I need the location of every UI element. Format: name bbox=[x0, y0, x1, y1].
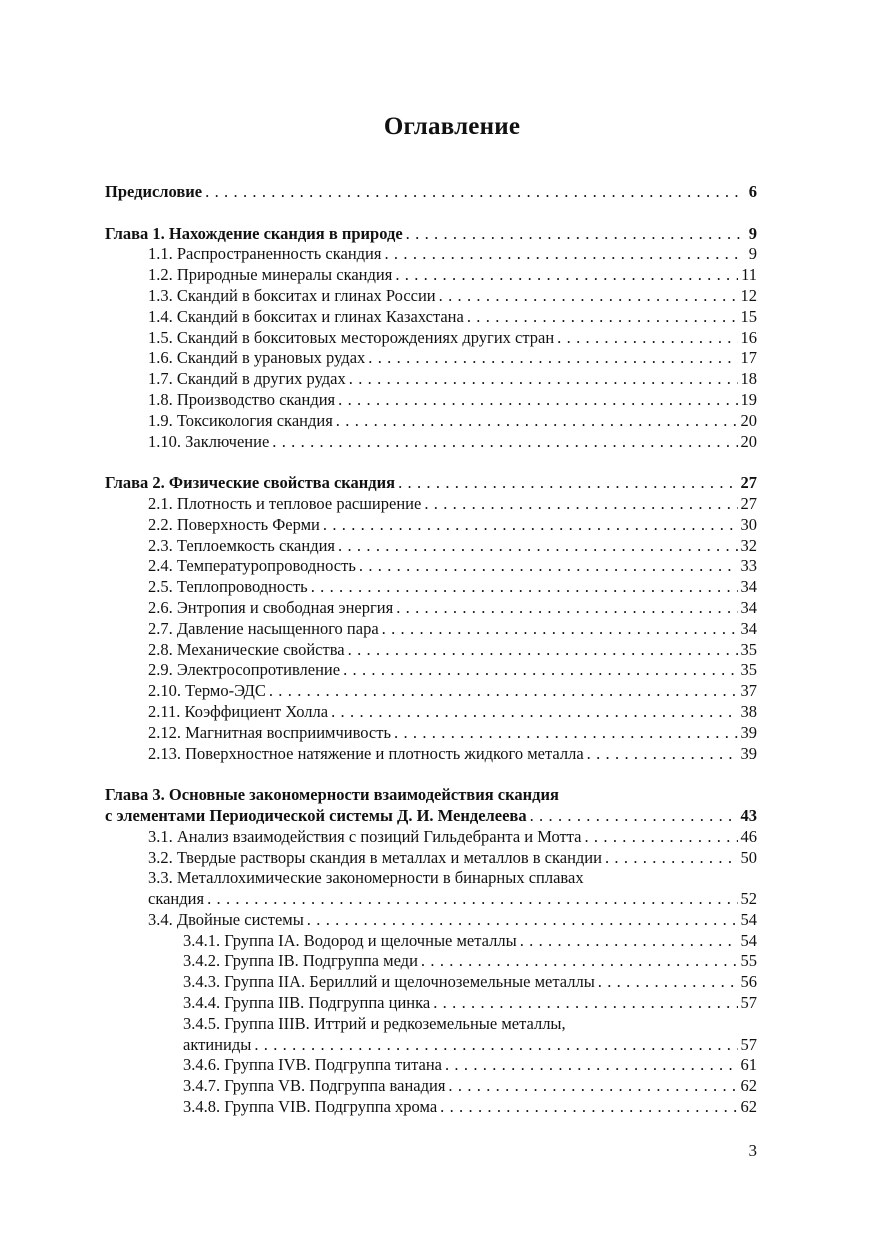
table-of-contents bbox=[105, 182, 757, 1118]
toc-entry-section[interactable]: 3.4. Двойные системы . . . 54 bbox=[105, 910, 757, 931]
toc-entry-section[interactable]: 1.8. Производство скандия . . . 19 bbox=[105, 390, 757, 411]
toc-entry-section[interactable]: 2.6. Энтропия и свободная энергия . . . 34 bbox=[105, 598, 757, 619]
toc-entry-subsection[interactable]: 3.4.8. Группа VIB. Подгруппа хрома . . . 62 bbox=[105, 1097, 757, 1118]
toc-entry-chapter[interactable]: Глава 2. Физические свойства скандия . . . 27 bbox=[105, 473, 757, 494]
toc-entry-section[interactable]: 1.9. Токсикология скандия . . . 20 bbox=[105, 411, 757, 432]
toc-entry-section[interactable]: 2.9. Электросопротивление . . . 35 bbox=[105, 660, 757, 681]
toc-entry-section[interactable]: 1.1. Распространенность скандия . . . 9 bbox=[105, 244, 757, 265]
toc-entry-section[interactable]: 2.4. Температуропроводность . . . 33 bbox=[105, 556, 757, 577]
toc-entry-section[interactable]: 2.5. Теплопроводность . . . 34 bbox=[105, 577, 757, 598]
page-number: 3 bbox=[748, 1141, 757, 1160]
toc-entry-subsection[interactable]: 3.4.2. Группа IB. Подгруппа меди . . . 55 bbox=[105, 951, 757, 972]
toc-entry-subsection[interactable]: 3.4.7. Группа VB. Подгруппа ванадия . . . 62 bbox=[105, 1076, 757, 1097]
toc-entry-section[interactable]: 1.6. Скандий в урановых рудах . . . 17 bbox=[105, 348, 757, 369]
toc-entry-subsection[interactable]: 3.4.6. Группа IVB. Подгруппа титана . . . 61 bbox=[105, 1055, 757, 1076]
toc-entry-section[interactable]: 3.1. Анализ взаимодействия с позиций Гильдебранта и Мотта . . . 46 bbox=[105, 827, 757, 848]
toc-entry-subsection[interactable]: 3.4.3. Группа IIA. Бериллий и щелочноземельные металлы . . . 56 bbox=[105, 972, 757, 993]
toc-entry-section[interactable]: 1.4. Скандий в бокситах и глинах Казахстана . . . 15 bbox=[105, 307, 757, 328]
toc-entry-section[interactable]: 1.10. Заключение . . . 20 bbox=[105, 432, 757, 453]
toc-entry-subsection-line1[interactable]: 3.4.5. Группа IIIB. Иттрий и редкоземельные металлы, bbox=[183, 1013, 566, 1033]
toc-entry-section[interactable]: 2.10. Термо-ЭДС . . . 37 bbox=[105, 681, 757, 702]
toc-entry-section[interactable]: 2.7. Давление насыщенного пара . . . 34 bbox=[105, 619, 757, 640]
toc-entry-subsection-line2[interactable]: актиниды . . . 57 bbox=[105, 1035, 757, 1056]
toc-entry-section[interactable]: 2.11. Коэффициент Холла . . . 38 bbox=[105, 702, 757, 723]
toc-entry-preface[interactable]: Предисловие . . . 6 bbox=[105, 182, 757, 203]
toc-entry-chapter[interactable]: Глава 1. Нахождение скандия в природе . . . 9 bbox=[105, 224, 757, 245]
toc-entry-section-line1[interactable]: 3.3. Металлохимические закономерности в бинарных сплавах bbox=[148, 868, 584, 888]
toc-entry-section[interactable]: 2.1. Плотность и тепловое расширение . . . 27 bbox=[105, 494, 757, 515]
toc-entry-section[interactable]: 1.7. Скандий в других рудах . . . 18 bbox=[105, 369, 757, 390]
toc-entry-section[interactable]: 1.2. Природные минералы скандия . . . 11 bbox=[105, 265, 757, 286]
toc-entry-section[interactable]: 2.3. Теплоемкость скандия . . . 32 bbox=[105, 536, 757, 557]
toc-entry-chapter-line1[interactable]: Глава 3. Основные закономерности взаимодействия скандия bbox=[105, 785, 559, 805]
toc-entry-section[interactable]: 1.5. Скандий в бокситовых месторождениях других стран . . . 16 bbox=[105, 328, 757, 349]
toc-entry-section-line2[interactable]: скандия . . . 52 bbox=[105, 889, 757, 910]
toc-entry-section[interactable]: 2.12. Магнитная восприимчивость . . . 39 bbox=[105, 723, 757, 744]
toc-entry-section[interactable]: 2.2. Поверхность Ферми . . . 30 bbox=[105, 515, 757, 536]
toc-entry-section[interactable]: 2.13. Поверхностное натяжение и плотность жидкого металла . . . 39 bbox=[105, 744, 757, 765]
toc-entry-section[interactable]: 2.8. Механические свойства . . . 35 bbox=[105, 640, 757, 661]
page-title: Оглавление bbox=[383, 113, 521, 140]
toc-entry-section[interactable]: 1.3. Скандий в бокситах и глинах России . . . 12 bbox=[105, 286, 757, 307]
toc-entry-subsection[interactable]: 3.4.4. Группа IIB. Подгруппа цинка . . . 57 bbox=[105, 993, 757, 1014]
toc-entry-section[interactable]: 3.2. Твердые растворы скандия в металлах и металлов в скандии . . . 50 bbox=[105, 848, 757, 869]
toc-entry-chapter-line2[interactable]: с элементами Периодической системы Д. И. Менделеева . . . 43 bbox=[105, 806, 757, 827]
toc-entry-subsection[interactable]: 3.4.1. Группа IA. Водород и щелочные металлы . . . 54 bbox=[105, 931, 757, 952]
